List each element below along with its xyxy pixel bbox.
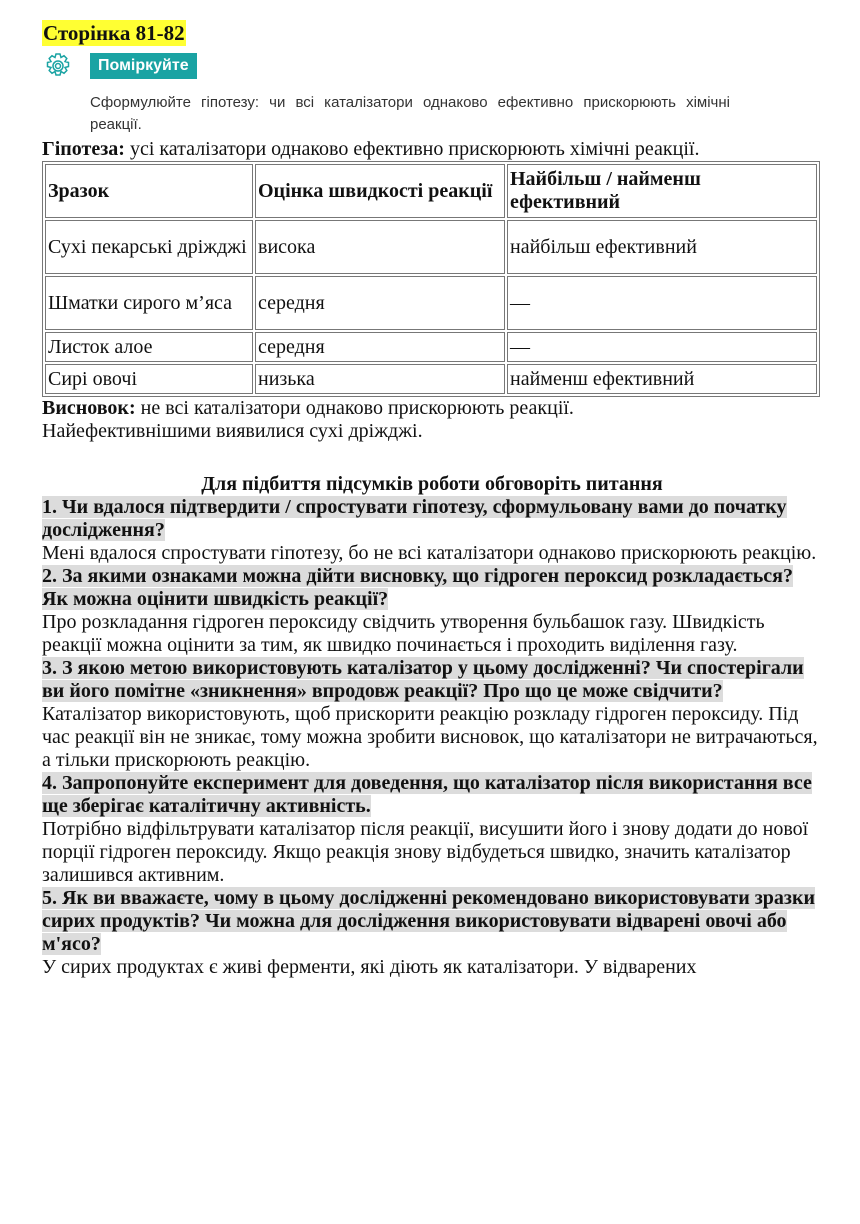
- question-text: 2. За якими ознаками можна дійти висновку, що гідроген пероксид розкладається? Як можна оцінити швидкість реакції?: [42, 565, 794, 610]
- results-table: [42, 161, 820, 397]
- answer: Каталізатор використовують, щоб прискорити реакцію розкладу гідроген пероксиду. Під час реакції він не зникає, тому можна зробити висновок, що каталізатори не витрачаються, а тільки прискорюють реакцію.: [42, 703, 818, 771]
- think-badge: Поміркуйте: [90, 53, 197, 79]
- table-cell: Сирі овочі: [45, 364, 253, 394]
- table-header-row: [45, 164, 817, 218]
- table-cell: низька: [255, 364, 505, 394]
- table-cell: висока: [255, 220, 505, 274]
- table-cell: —: [507, 276, 817, 330]
- answer: У сирих продуктах є живі ферменти, які діють як каталізатори. У відварених: [42, 956, 697, 978]
- answer: Мені вдалося спростувати гіпотезу, бо не всі каталізатори однаково прискорюють реакцію.: [42, 542, 817, 564]
- question-text: 3. З якою метою використовують каталізатор у цьому дослідженні? Чи спостерігали ви його помітне «зникнення» впродовж реакції? Про що це може свідчити?: [42, 657, 804, 702]
- conclusion: [42, 397, 822, 420]
- question-text: 1. Чи вдалося підтвердити / спростувати гіпотезу, сформульовану вами до початку дослідження?: [42, 496, 787, 541]
- think-badge-row: [42, 52, 822, 80]
- task-prompt: Сформулюйте гіпотезу: чи всі каталізатори однаково ефективно прискорюють хімічні реакції.: [90, 94, 730, 133]
- table-header: Оцінка швидкості реакції: [255, 164, 505, 218]
- question-text: 5. Як ви вважаєте, чому в цьому дослідженні рекомендовано використовувати зразки сирих продуктів? Чи можна для дослідження використовувати відварені овочі або м'ясо?: [42, 887, 816, 955]
- question-text: 4. Запропонуйте експеримент для доведення, що каталізатор після використання все ще зберігає каталітичну активність.: [42, 772, 812, 817]
- table-cell: середня: [255, 276, 505, 330]
- question: [42, 657, 822, 703]
- question: [42, 496, 822, 542]
- hypothesis: [42, 138, 822, 161]
- table-row: [45, 332, 817, 362]
- document: [42, 20, 822, 979]
- table-cell: —: [507, 332, 817, 362]
- table-row: [45, 276, 817, 330]
- table-cell: середня: [255, 332, 505, 362]
- conclusion-label: Висновок:: [42, 397, 136, 419]
- hypothesis-label: Гіпотеза:: [42, 138, 125, 160]
- table-row: [45, 220, 817, 274]
- table-row: [45, 364, 817, 394]
- section-heading: Для підбиття підсумків роботи обговоріть питання: [201, 473, 663, 495]
- table-header: Зразок: [45, 164, 253, 218]
- table-cell: найменш ефективний: [507, 364, 817, 394]
- table-cell: Шматки сирого м’яса: [45, 276, 253, 330]
- table-header: Найбільш / найменш ефективний: [507, 164, 817, 218]
- table-cell: Листок алое: [45, 332, 253, 362]
- question: [42, 772, 822, 818]
- table-cell: Сухі пекарські дріжджі: [45, 220, 253, 274]
- answer: Про розкладання гідроген пероксиду свідчить утворення бульбашок газу. Швидкість реакції можна оцінити за тим, як швидко починається і проходить виділення газу.: [42, 611, 765, 656]
- question: [42, 887, 822, 956]
- conclusion-text-2: Найефективнішими виявилися сухі дріжджі.: [42, 420, 423, 442]
- gear-icon: [44, 52, 72, 80]
- table-cell: найбільш ефективний: [507, 220, 817, 274]
- page-title: Сторінка 81-82: [43, 21, 185, 45]
- question: [42, 565, 822, 611]
- hypothesis-text: усі каталізатори однаково ефективно прискорюють хімічні реакції.: [124, 138, 700, 160]
- conclusion-text: не всі каталізатори однаково прискорюють реакції.: [135, 397, 574, 419]
- answer: Потрібно відфільтрувати каталізатор після реакції, висушити його і знову додати до нової порції гідроген пероксиду. Якщо реакція знову відбудеться швидко, значить каталізатор залишився активним.: [42, 818, 809, 886]
